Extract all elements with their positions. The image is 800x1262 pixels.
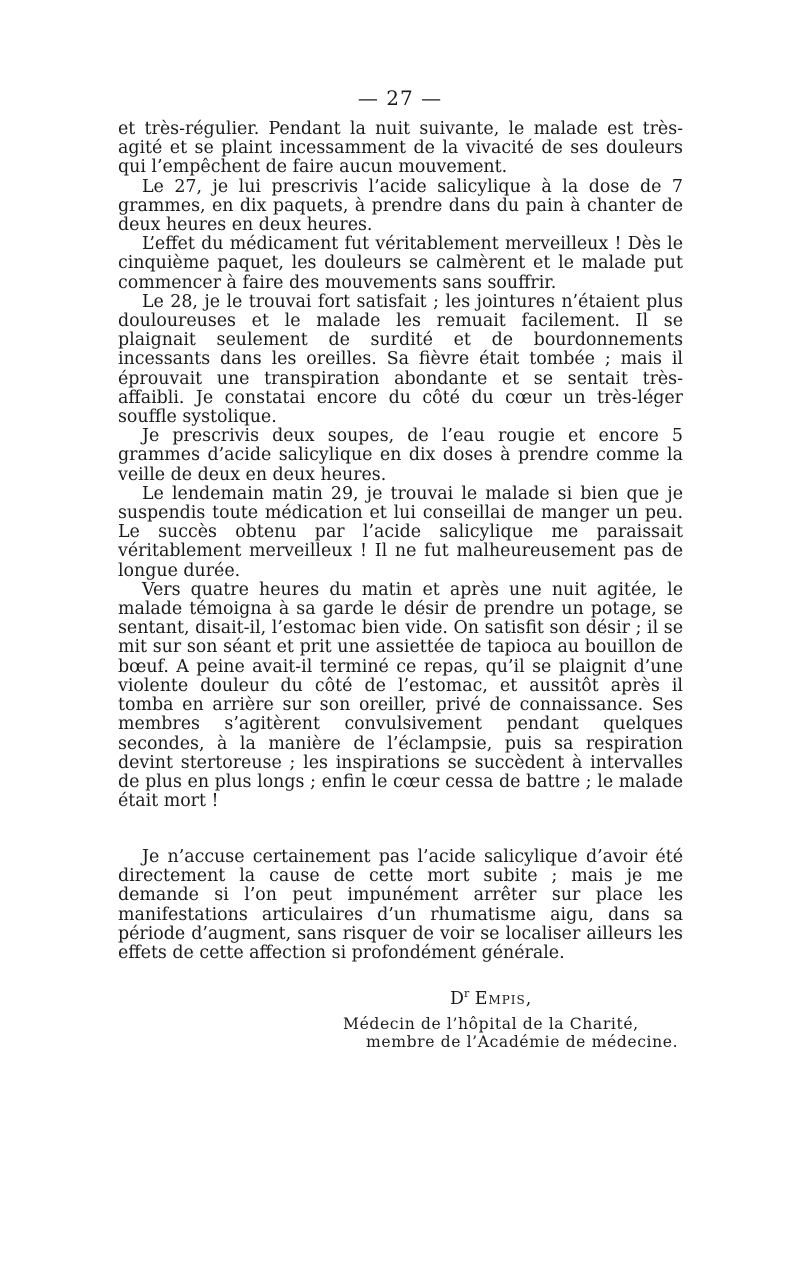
paragraph: Le 27, je lui prescrivis l’acide salicylique à la dose de 7 grammes, en dix paquets, à prendre dans du pain à chanter de deux heures en deux heures. (118, 176, 683, 236)
page-number: — 27 — (357, 86, 443, 110)
signature-name (450, 987, 532, 1009)
closing-paragraph: Je n’accuse certainement pas l’acide salicylique d’avoir été directement la cause de cette mort subite ; mais je me demande si l’on peut impunément arrêter sur place les manifestations articulaires d’un rhumatisme aigu, dans sa période d’augment, sans risquer de voir se localiser ailleurs les effets de cette affection si profondément générale. (118, 847, 683, 964)
paragraph: Vers quatre heures du matin et après une nuit agitée, le malade témoigna à sa garde le désir de prendre un potage, se sentant, disait-il, l’estomac bien vide. On satisfit son désir ; il se mit sur son séant et prit une assiettée de tapioca au bouillon de bœuf. A peine avait-il terminé ce repas, qu’il se plaignit d’une violente douleur du côté de l’estomac, et aussitôt après il tomba en arrière sur son oreiller, privé de connaissance. Ses membres s’agitèrent convulsivement pendant quelques secondes, à la manière de l’éclampsie, puis sa respiration devint stertoreuse ; les inspirations se succèdent à intervalles de plus en plus longs ; enfin le cœur cessa de battre ; le malade était mort ! (118, 579, 683, 812)
paragraph: Je prescrivis deux soupes, de l’eau rougie et encore 5 grammes d’acide salicylique en dix doses à prendre comme la veille de deux en deux heures. (118, 426, 683, 485)
signature-title: D (450, 988, 464, 1009)
paragraph: et très-régulier. Pendant la nuit suivante, le malade est très-agité et se plaint incessamment de la vivacité de ses douleurs qui l’empêchent de faire aucun mouvement. (118, 119, 683, 178)
signature-affiliation-1: Médecin de l’hôpital de la Charité, (343, 1015, 639, 1033)
closing-text (118, 848, 683, 963)
signature-surname: Empis, (474, 988, 533, 1009)
paragraph: Le lendemain matin 29, je trouvai le malade si bien que je suspendis toute médication et lui conseillai de manger un peu. Le succès obtenu par l’acide salicylique me paraissait véritablement merveilleux ! Il ne fut malheureusement pas de longue durée. (118, 483, 683, 581)
paragraph: Le 28, je le trouvai fort satisfait ; les jointures n’étaient plus douloureuses et le malade les remuait facilement. Il se plaignait seulement de surdité et de bourdonnements incessants dans les oreilles. Sa fièvre était tombée ; mais il éprouvait une transpiration abondante et se sentait très-affaibli. Je constatai encore du côté du cœur un très-léger souffle systolique. (118, 291, 683, 428)
signature-title-superscript: r (463, 987, 470, 1000)
signature-affiliation-2: membre de l’Académie de médecine. (366, 1033, 679, 1051)
body-text (118, 120, 683, 811)
paragraph: L’effet du médicament fut véritablement merveilleux ! Dès le cinquième paquet, les douleurs se calmèrent et le malade put commencer à faire des mouvements sans souffrir. (118, 234, 683, 293)
